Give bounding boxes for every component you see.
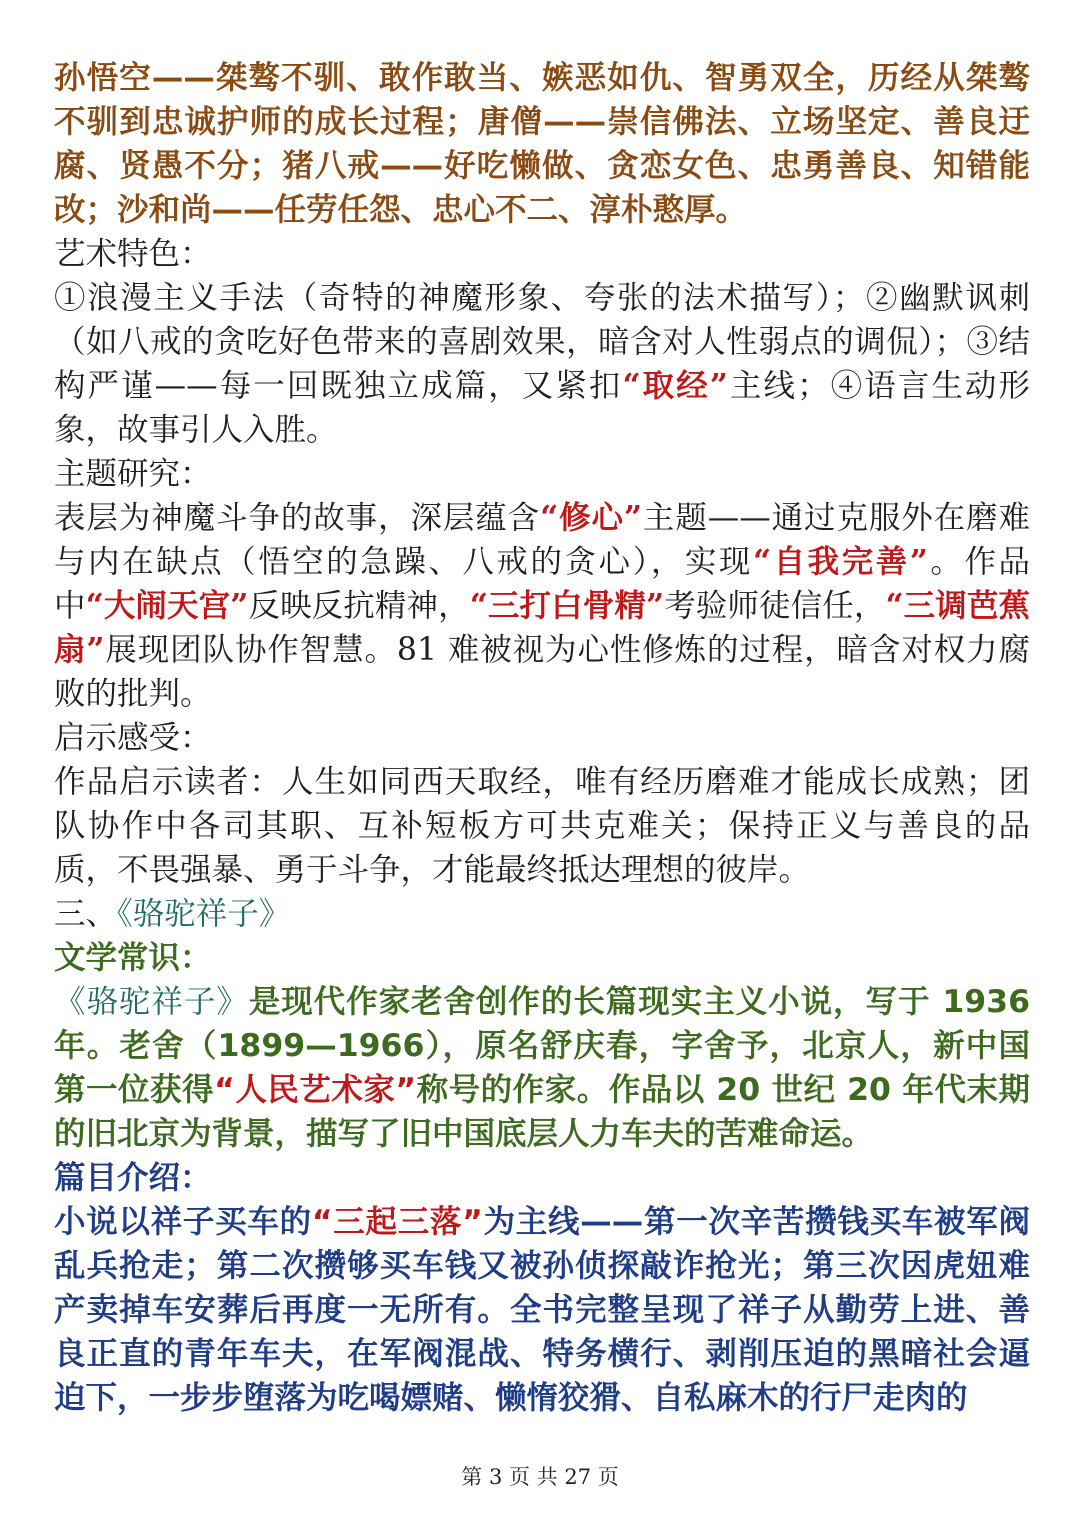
theme-text-f: 展现团队协作智慧。81 难被视为心性修炼的过程，暗含对权力腐败的批判。 [54,632,1030,712]
literary-knowledge-paragraph [54,980,1030,1156]
art-features-heading: 艺术特色： [54,236,212,272]
intro-text-b: 为主线——第一次辛苦攒钱买车被军阀乱兵抢走；第二次攒够买车钱又被孙侦探敲诈抢光；第三次因虎妞难产卖掉车安葬后再度一无所有。全书完整呈现了祥子从勤劳上进、善良正直的青年车夫，在军阀混战、特务横行、剥削压迫的黑暗社会逼迫下，一步步堕落为吃喝嫖赌、懒惰狡猾、自私麻木的行尸走肉的 [54,1204,1030,1416]
highlight-sanqi-sanluo: “三起三落” [311,1204,483,1240]
literary-knowledge-heading: 文学常识： [54,940,212,976]
section-number: 三、 [54,896,118,932]
highlight-qujing: “取经” [622,367,728,404]
page-number-footer: 第 3 页 共 27 页 [461,1465,619,1489]
section-title: 《骆驼祥子》 [117,896,291,932]
character-analysis-paragraph: 孙悟空——桀骜不驯、敢作敢当、嫉恶如仇、智勇双全，历经从桀骜不驯到忠诚护师的成长过程；唐僧——崇信佛法、立场坚定、善良迂腐、贤愚不分；猪八戒——好吃懒做、贪恋女色、忠勇善良、知错能改；沙和尚——任劳任怨、忠心不二、淳朴憨厚。 [54,60,1030,228]
highlight-sanda-baigujing: “三打白骨精” [469,587,665,624]
art-text-a: ①浪漫主义手法（奇特的神魔形象、夸张的法术描写）；②幽默讽刺（如八戒的贪吃好色带来的喜剧效果，暗含对人性弱点的调侃）；③结构严谨——每一回既独立成篇，又紧扣 [54,280,1030,404]
chapter-intro-heading: 篇目介绍： [54,1160,212,1196]
highlight-renmin-yishujia: “人民艺术家” [214,1072,417,1108]
chapter-intro-paragraph [54,1200,1030,1420]
book-title: 《骆驼祥子》 [54,984,249,1020]
highlight-danao-tiangong: “大闹天宫” [85,587,249,624]
theme-research-heading: 主题研究： [54,456,212,492]
highlight-ziwo-wanshan: “自我完善” [752,543,928,580]
intro-text-a: 小说以祥子买车的 [54,1204,312,1240]
insight-paragraph: 作品启示读者：人生如同西天取经，唯有经历磨难才能成长成熟；团队协作中各司其职、互补短板方可共克难关；保持正义与善良的品质，不畏强暴、勇于斗争，才能最终抵达理想的彼岸。 [54,764,1030,888]
highlight-sandiao-bajiaoshan: “三调芭蕉扇” [54,587,1030,668]
theme-text-a: 表层为神魔斗争的故事，深层蕴含 [54,500,541,536]
art-features-paragraph [54,276,1030,452]
highlight-xiuxin: “修心” [540,499,643,536]
art-text-b: 主线；④语言生动形象，故事引人入胜。 [54,368,1030,448]
document-page [54,56,1030,1420]
theme-text-e: 考验师徒信任， [664,588,886,624]
lit-text-a: 是现代作家老舍创作的长篇现实主义小说，写于 1936 年。老舍（1899—1966），原名舒庆春，字舍予，北京人，新中国第一位获得 [54,984,1030,1108]
theme-text-c: 。作品中 [54,544,1030,624]
theme-text-b: 主题——通过克服外在磨难与内在缺点（悟空的急躁、八戒的贪心），实现 [54,500,1030,580]
section-three-heading [54,892,1030,936]
insight-heading: 启示感受： [54,720,212,756]
theme-research-paragraph [54,496,1030,716]
theme-text-d: 反映反抗精神， [248,588,470,624]
lit-text-b: 称号的作家。作品以 20 世纪 20 年代末期的旧北京为背景，描写了旧中国底层人力车夫的苦难命运。 [54,1072,1030,1152]
